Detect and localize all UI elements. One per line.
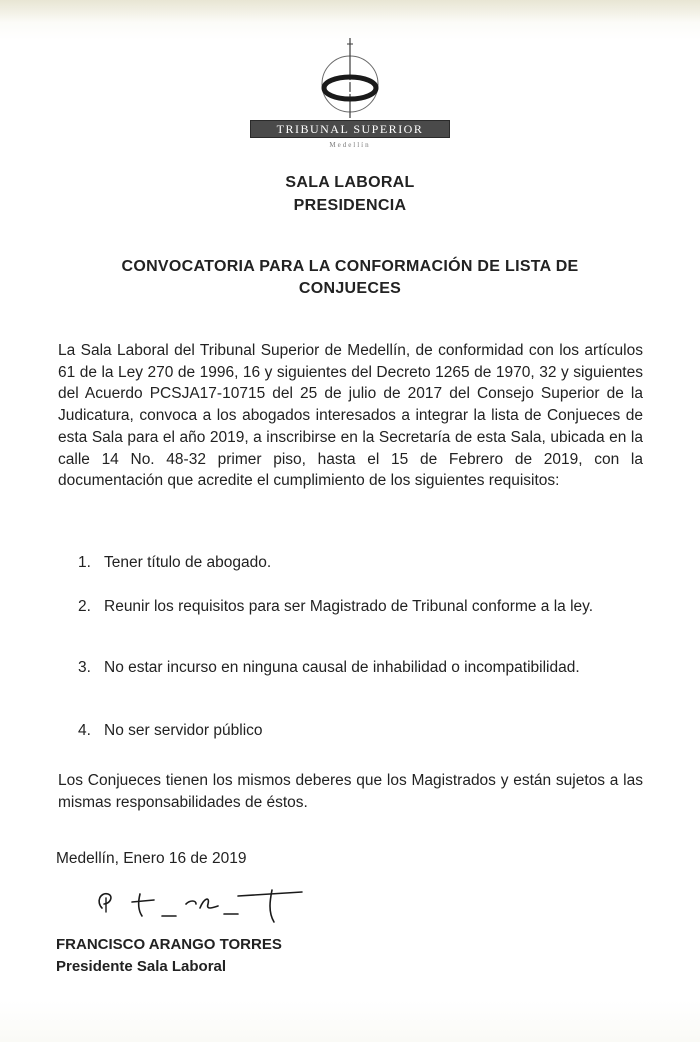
requirement-number: 1. [78,554,91,571]
requirement-number: 2. [78,598,91,615]
closing-paragraph: Los Conjueces tienen los mismos deberes que los Magistrados y están sujetos a las mismas responsabilidades de éstos. [58,772,643,811]
requirement-number: 3. [78,659,91,676]
requirement-text: No ser servidor público [104,722,263,739]
requirement-text: Reunir los requisitos para ser Magistrado de Tribunal conforme a la ley. [104,598,594,615]
institution-name: TRIBUNAL SUPERIOR [276,122,424,136]
requirement-item [78,657,643,679]
requirement-item [78,552,643,574]
section-heading: SALA LABORAL [285,174,415,191]
institution-banner [250,120,450,138]
scan-edge-shadow [0,0,700,22]
document-date: Medellín, Enero 16 de 2019 [56,850,247,867]
document-title-line-2: CONJUECES [298,280,402,297]
signer-name: FRANCISCO ARANGO TORRES [56,936,282,953]
institution-city: Medellín [329,141,371,149]
requirement-number: 4. [78,722,91,739]
tribunal-logo [250,32,450,154]
requirement-text: No estar incurso en ninguna causal de inhabilidad o incompatibilidad. [104,659,580,676]
section-subheading: PRESIDENCIA [293,197,407,214]
signer-title: Presidente Sala Laboral [56,958,227,975]
tribunal-emblem-icon [250,32,450,120]
document-title-line-1: CONVOCATORIA PARA LA CONFORMACIÓN DE LISTA DE [121,258,579,275]
intro-paragraph: La Sala Laboral del Tribunal Superior de Medellín, de conformidad con los artículos 61 de la Ley 270 de 1996, 16 y siguientes del Decreto 1265 de 1970, 32 y siguientes del Acuerdo PCSJA17-10715 del 25 de julio de 2017 del Consejo Superior de la Judicatura, convoca a los abogados interesados a integrar la lista de Conjueces de esta Sala para el año 2019, a inscribirse en la Secretaría de esta Sala, ubicada en la calle 14 No. 48-32 primer piso, hasta el 15 de Febrero de 2019, con la documentación que acredite el cumplimiento de los siguientes requisitos: [58,342,643,490]
requirement-item [78,720,643,742]
requirement-item [78,596,643,618]
handwritten-signature [88,872,348,932]
requirement-text: Tener título de abogado. [104,554,272,571]
